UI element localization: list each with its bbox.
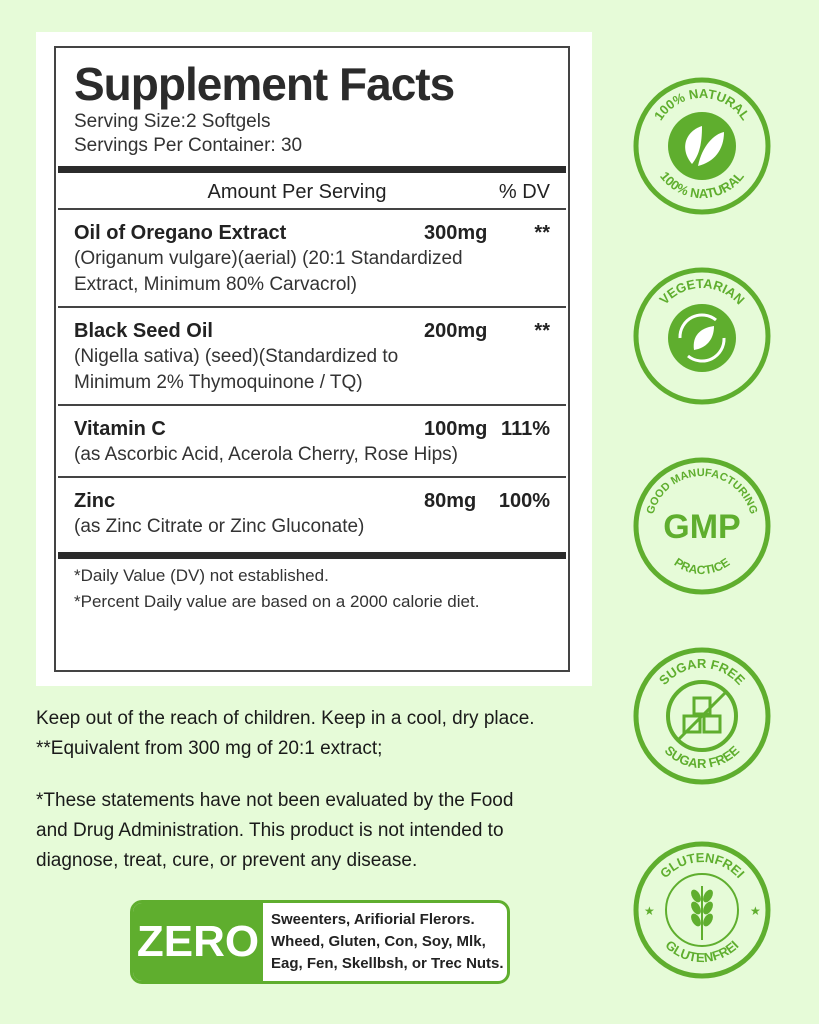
ingredient-amount: 80mg [424, 490, 477, 512]
ingredient-name: Vitamin C [74, 418, 166, 440]
zero-word: ZERO [133, 903, 263, 981]
zero-box [130, 900, 510, 984]
ingredient-name: Zinc [74, 490, 116, 512]
supplement-facts-box [54, 46, 570, 672]
facts-row-vitamin-c [74, 406, 550, 476]
divider-thick [58, 166, 566, 173]
gluten-top-text: GLUTENFREI [656, 849, 748, 881]
sugar-top-text: SUGAR FREE [655, 655, 749, 688]
wheat-icon [689, 886, 715, 940]
gluten-bottom-text: GLUTENFREI [662, 937, 742, 966]
zero-line: Sweenters, Arifiorial Flerors. [271, 911, 475, 928]
ingredient-dv: ** [534, 222, 550, 244]
zero-list [271, 909, 507, 975]
fda-line-2: and Drug Administration. This product is not intended to [36, 820, 504, 841]
ingredient-desc: (Nigella sativa) (seed)(Standardized to [74, 346, 399, 367]
ingredient-desc: (Origanum vulgare)(aerial) (20:1 Standardized [74, 248, 463, 269]
supplement-facts-panel [36, 32, 592, 686]
natural-badge [632, 76, 772, 216]
natural-top-text: 100% NATURAL [650, 85, 754, 123]
vegetarian-text: VEGETARIAN [656, 275, 748, 308]
zero-line: Wheed, Gluten, Con, Soy, Mlk, [271, 933, 486, 950]
ingredient-desc: Extract, Minimum 80% Carvacrol) [74, 274, 357, 295]
fda-line-3: diagnose, treat, cure, or prevent any disease. [36, 850, 418, 871]
natural-bottom-text: 100% NATURAL [657, 168, 747, 202]
star-icon: ★ [750, 904, 761, 918]
zero-line: Eag, Fen, Skellbsh, or Trec Nuts. [271, 955, 504, 972]
ingredient-amount: 300mg [424, 222, 488, 244]
divider-thick [58, 552, 566, 559]
ingredient-name: Oil of Oregano Extract [74, 222, 287, 244]
facts-row-zinc [74, 478, 550, 548]
ingredient-desc: (as Ascorbic Acid, Acerola Cherry, Rose Hips) [74, 444, 459, 465]
vegetarian-badge [632, 266, 772, 406]
footnote-calorie: *Percent Daily value are based on a 2000 calorie diet. [74, 592, 480, 611]
footnote-dv: *Daily Value (DV) not established. [74, 566, 329, 585]
star-icon: ★ [644, 904, 655, 918]
ingredient-dv: ** [534, 320, 550, 342]
warning-line-1: Keep out of the reach of children. Keep in a cool, dry place. [36, 708, 535, 729]
facts-row-black-seed [74, 308, 550, 404]
sugar-free-badge [632, 646, 772, 786]
gluten-free-badge [632, 840, 772, 980]
ingredient-amount: 200mg [424, 320, 488, 342]
ingredient-dv: 111% [501, 418, 550, 440]
servings-per-container: Servings Per Container: 30 [74, 135, 303, 156]
gmp-bottom-text: PRACTICE [671, 555, 733, 578]
ingredient-amount: 100mg [424, 418, 488, 440]
dv-label: % DV [498, 181, 550, 203]
ingredient-name: Black Seed Oil [74, 320, 213, 342]
ingredient-dv: 100% [498, 490, 550, 512]
amount-per-serving-label: Amount Per Serving [207, 181, 387, 203]
facts-header [74, 173, 550, 208]
facts-title: Supplement Facts [74, 58, 455, 110]
warning-line-2: **Equivalent from 300 mg of 20:1 extract; [36, 738, 383, 759]
facts-row-oregano [74, 210, 550, 306]
ingredient-desc: Minimum 2% Thymoquinone / TQ) [74, 372, 363, 393]
sugar-bottom-text: SUGAR FREE [661, 742, 743, 772]
gmp-badge [632, 456, 772, 596]
gmp-top-text: GOOD MANUFACTURING [644, 466, 760, 516]
sugar-cubes-icon [678, 692, 726, 740]
gmp-icon: GMP [663, 508, 741, 546]
ingredient-desc: (as Zinc Citrate or Zinc Gluconate) [74, 516, 365, 537]
fda-line-1: *These statements have not been evaluated by the Food [36, 790, 514, 811]
serving-size: Serving Size:2 Softgels [74, 111, 271, 132]
